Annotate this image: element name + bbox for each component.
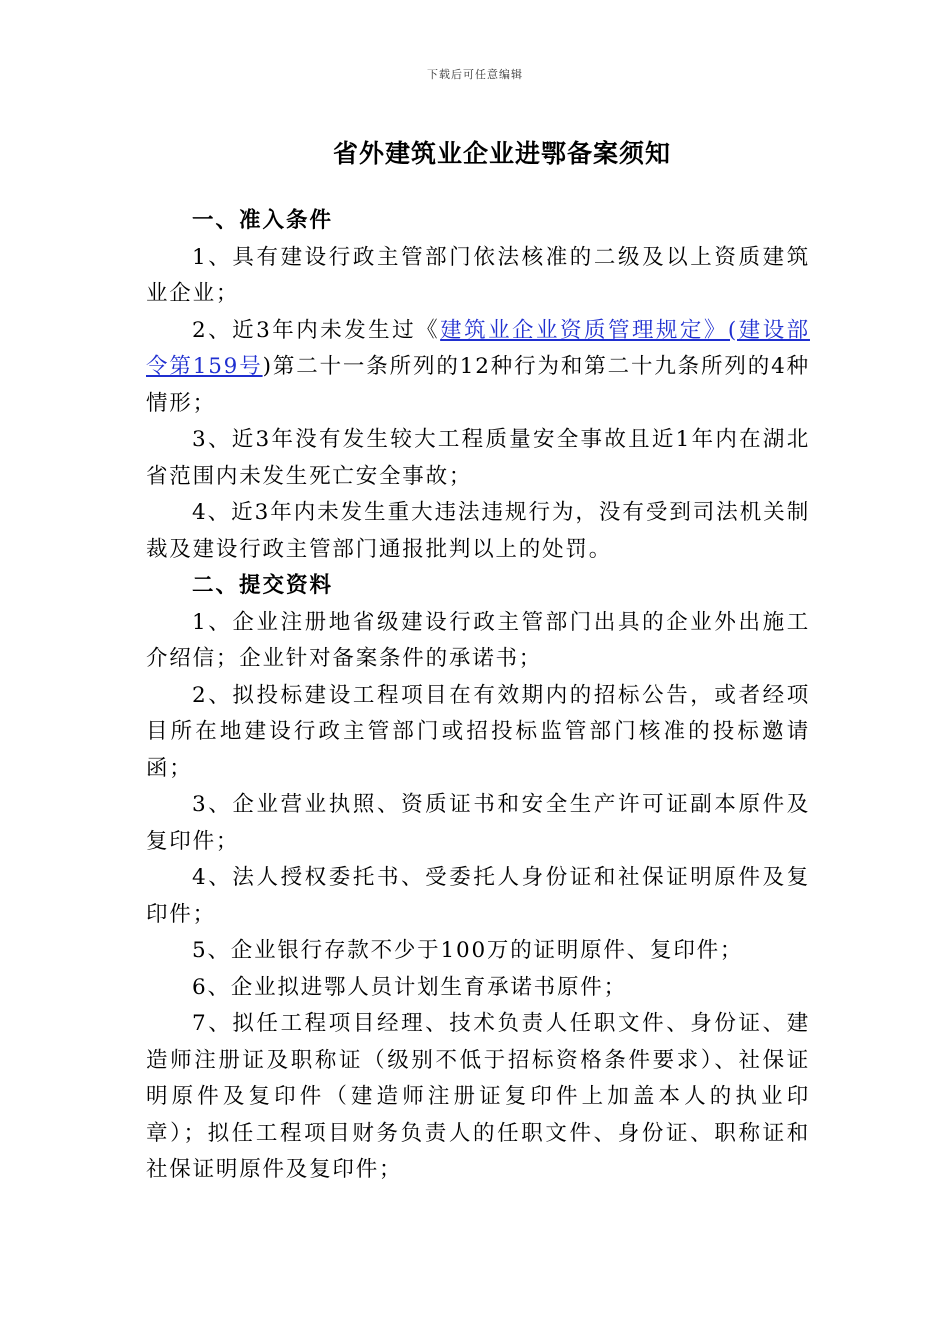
header-note: 下载后可任意编辑 bbox=[427, 68, 523, 81]
admission-item-2 bbox=[146, 313, 810, 423]
section-heading-admission: 一、准入条件 bbox=[192, 208, 334, 233]
document-title: 省外建筑业企业进鄂备案须知 bbox=[332, 139, 671, 168]
admission-item-3: 3、近3年没有发生较大工程质量安全事故且近1年内在湖北省范围内未发生死亡安全事故； bbox=[146, 427, 810, 489]
regulation-link[interactable]: 建筑业企业资质管理规定》(建设部令第159号 bbox=[146, 317, 810, 379]
document-body bbox=[146, 203, 810, 1189]
admission-item-1: 1、具有建设行政主管部门依法核准的二级及以上资质建筑业企业； bbox=[146, 244, 810, 306]
materials-item-4: 4、法人授权委托书、受委托人身份证和社保证明原件及复印件； bbox=[146, 865, 810, 927]
materials-item-6: 6、企业拟进鄂人员计划生育承诺书原件； bbox=[192, 974, 627, 1000]
materials-item-5: 5、企业银行存款不少于100万的证明原件、复印件； bbox=[192, 938, 744, 963]
materials-item-7: 7、拟任工程项目经理、技术负责人任职文件、身份证、建造师注册证及职称证（级别不低于招标资格条件要求）、社保证明原件及复印件（建造师注册证复印件上加盖本人的执业印章）；拟任工程项目财务负责人的任职文件、身份证、职称证和社保证明原件及复印件； bbox=[146, 1011, 810, 1182]
admission-item-2-suffix: )第二十一条所列的12种行为和第二十九条所列的4种情形； bbox=[146, 354, 810, 416]
admission-item-2-prefix: 2、近3年内未发生过《 bbox=[192, 317, 441, 343]
materials-item-2: 2、拟投标建设工程项目在有效期内的招标公告，或者经项目所在地建设行政主管部门或招投标监管部门核准的投标邀请函； bbox=[146, 682, 810, 781]
admission-item-4: 4、近3年内未发生重大违法违规行为，没有受到司法机关制裁及建设行政主管部门通报批判以上的处罚。 bbox=[146, 500, 810, 562]
section-heading-materials: 二、提交资料 bbox=[192, 573, 334, 598]
materials-item-1: 1、企业注册地省级建设行政主管部门出具的企业外出施工介绍信；企业针对备案条件的承诺书； bbox=[146, 609, 810, 671]
materials-item-3: 3、企业营业执照、资质证书和安全生产许可证副本原件及复印件； bbox=[146, 792, 810, 854]
